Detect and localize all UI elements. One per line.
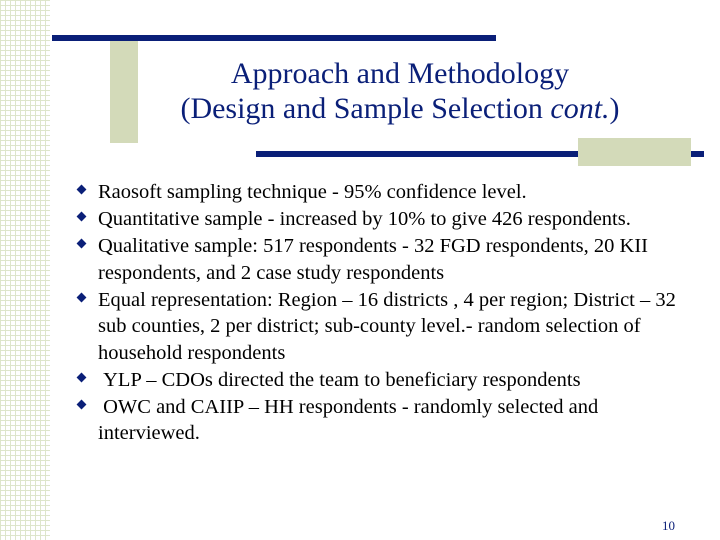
title-line-1: Approach and Methodology xyxy=(230,57,570,90)
bullet-item xyxy=(76,367,696,394)
title-line-2-italic: cont. xyxy=(550,92,610,125)
diamond-bullet-icon xyxy=(77,239,87,249)
diamond-bullet-icon xyxy=(77,212,87,222)
slide-title xyxy=(110,56,690,126)
bullet-text: YLP – CDOs directed the team to beneficiary respondents xyxy=(98,368,581,391)
bullet-item xyxy=(76,206,696,233)
bullet-item xyxy=(76,233,696,286)
diamond-bullet-icon xyxy=(77,185,87,195)
bullet-text: Quantitative sample - increased by 10% to give 426 respondents. xyxy=(98,208,631,230)
bullet-item xyxy=(76,179,696,206)
slide-number: 10 xyxy=(662,518,675,533)
title-line-2-text: (Design and Sample Selection xyxy=(180,92,551,125)
bullet-text: Qualitative sample: 517 respondents - 32 FGD respondents, 20 KII respondents, and 2 case study respondents xyxy=(98,235,648,284)
bullet-text: OWC and CAIIP – HH respondents - randomly selected and interviewed. xyxy=(98,395,604,444)
title-top-rule xyxy=(52,35,496,41)
title-line-2 xyxy=(110,91,690,126)
bullet-item xyxy=(76,394,696,447)
diamond-bullet-icon xyxy=(77,372,87,382)
diamond-bullet-icon xyxy=(77,399,87,409)
bullet-text: Raosoft sampling technique - 95% confidence level. xyxy=(98,181,527,203)
diamond-bullet-icon xyxy=(77,292,87,302)
decorative-block-right xyxy=(578,138,691,166)
decorative-grid-pattern xyxy=(0,0,50,540)
title-line-2-end: ) xyxy=(609,92,620,125)
bullet-item xyxy=(76,287,696,367)
bullet-list xyxy=(76,179,696,447)
bullet-text: Equal representation: Region – 16 districts , 4 per region; District – 32 sub counties, 2 per district; sub-county level.- random selection of household respondents xyxy=(98,288,676,364)
